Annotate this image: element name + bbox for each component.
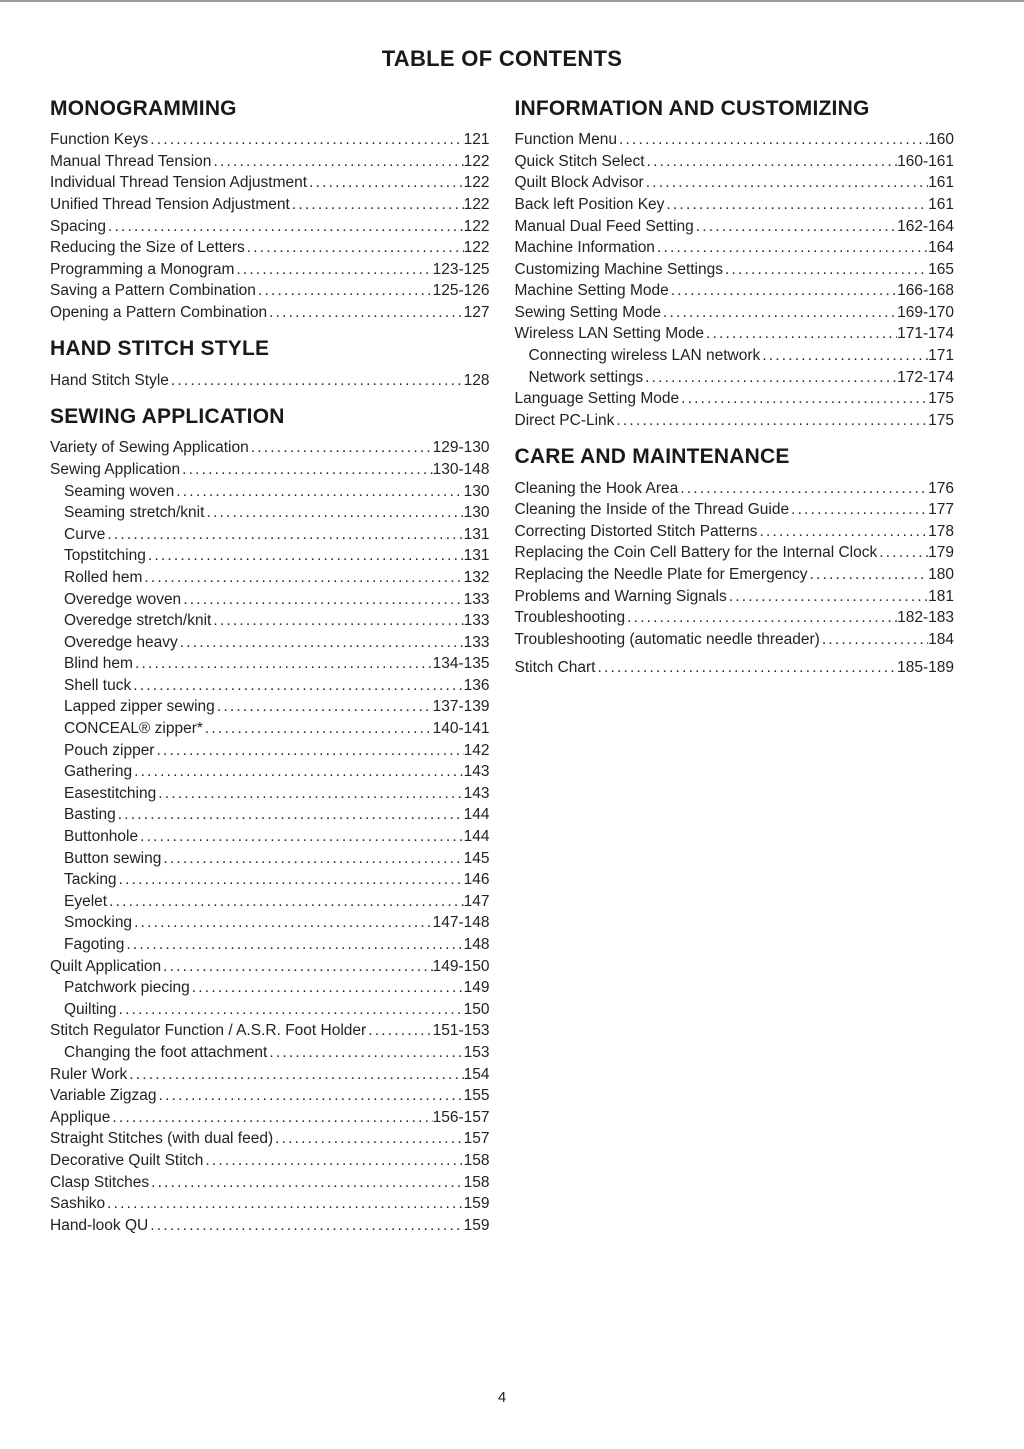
toc-entry-page: 133 xyxy=(463,590,490,608)
toc-entry-page: 157 xyxy=(463,1130,490,1148)
dot-leader xyxy=(267,1042,463,1064)
toc-entry xyxy=(515,280,955,302)
dot-leader xyxy=(644,172,928,194)
toc-entry-label: Seaming woven xyxy=(64,482,175,500)
toc-entry-page: 130 xyxy=(463,504,490,522)
toc-entry xyxy=(50,502,490,524)
toc-entry-page: 180 xyxy=(928,565,954,583)
toc-entry-label: Seaming stretch/knit xyxy=(64,504,205,522)
toc-entry xyxy=(50,1172,490,1194)
dot-leader xyxy=(307,172,464,194)
toc-entry-page: 122 xyxy=(463,239,490,257)
dot-leader xyxy=(142,567,463,589)
toc-entry-label: Function Menu xyxy=(514,131,618,149)
toc-entry-page: 177 xyxy=(928,501,954,519)
toc-entry-label: Direct PC-Link xyxy=(514,411,615,429)
toc-entry-label: Unified Thread Tension Adjustment xyxy=(50,195,290,213)
dot-leader xyxy=(105,524,463,546)
toc-entry-label: Decorative Quilt Stitch xyxy=(50,1151,204,1169)
dot-leader xyxy=(203,1150,463,1172)
dot-leader xyxy=(105,1193,463,1215)
toc-columns xyxy=(50,97,954,1236)
toc-entry-label: Saving a Pattern Combination xyxy=(50,282,256,300)
dot-leader xyxy=(614,410,928,432)
dot-leader xyxy=(169,370,464,392)
toc-entry xyxy=(50,610,490,632)
dot-leader xyxy=(820,629,928,651)
dot-leader xyxy=(190,977,464,999)
toc-entry-page: 176 xyxy=(928,479,954,497)
dot-leader xyxy=(643,367,897,389)
section-heading: CARE AND MAINTENANCE xyxy=(514,445,790,469)
toc-entry xyxy=(515,521,955,543)
toc-entry-label: Gathering xyxy=(64,763,133,781)
toc-entry-page: 158 xyxy=(463,1173,490,1191)
toc-entry xyxy=(515,657,955,679)
toc-entry xyxy=(50,237,490,259)
dot-leader xyxy=(723,259,928,281)
toc-entry-label: Variable Zigzag xyxy=(50,1087,157,1105)
dot-leader xyxy=(655,237,928,259)
toc-entry-label: Ruler Work xyxy=(50,1065,128,1083)
dot-leader xyxy=(290,194,464,216)
toc-entry-label: Replacing the Needle Plate for Emergency xyxy=(514,565,808,583)
toc-entry-label: Cleaning the Inside of the Thread Guide xyxy=(514,501,790,519)
toc-entry-label: Sewing Setting Mode xyxy=(514,303,661,321)
dot-leader xyxy=(133,653,433,675)
toc-entry-label: Quick Stitch Select xyxy=(514,152,645,170)
toc-entry xyxy=(50,848,490,870)
toc-entry-label: Topstitching xyxy=(64,547,146,565)
toc-entry xyxy=(50,1064,490,1086)
toc-column-left xyxy=(50,97,490,1236)
toc-entry xyxy=(50,545,490,567)
toc-entry-label: Replacing the Coin Cell Battery for the Internal Clock xyxy=(514,544,878,562)
toc-entry-label: Problems and Warning Signals xyxy=(514,587,727,605)
toc-entry-page: 129-130 xyxy=(432,439,490,457)
toc-entry xyxy=(515,172,955,194)
toc-entry-page: 147 xyxy=(463,892,490,910)
toc-entry xyxy=(50,567,490,589)
dot-leader xyxy=(157,1085,464,1107)
toc-entry-page: 159 xyxy=(463,1216,490,1234)
dot-leader xyxy=(148,129,463,151)
toc-entry-page: 150 xyxy=(463,1000,490,1018)
toc-entry-page: 130 xyxy=(463,482,490,500)
toc-entry-label: Programming a Monogram xyxy=(50,260,235,278)
toc-entry-page: 151-153 xyxy=(432,1022,490,1040)
toc-entry xyxy=(50,783,490,805)
toc-entry xyxy=(515,367,955,389)
toc-entry-page: 146 xyxy=(463,871,490,889)
toc-entry-label: Sewing Application xyxy=(50,460,181,478)
toc-entry xyxy=(50,437,490,459)
toc-entry-label: Easestitching xyxy=(64,784,157,802)
dot-leader xyxy=(273,1128,463,1150)
toc-entry-page: 161 xyxy=(928,174,954,192)
toc-entry-page: 147-148 xyxy=(432,914,490,932)
dot-leader xyxy=(757,521,928,543)
toc-entry-page: 149 xyxy=(463,979,490,997)
toc-entry xyxy=(50,194,490,216)
dot-leader xyxy=(124,934,463,956)
toc-entry-label: Overedge heavy xyxy=(64,633,178,651)
toc-entry-page: 165 xyxy=(928,260,954,278)
toc-entry xyxy=(50,718,490,740)
toc-entry xyxy=(515,323,955,345)
toc-entry xyxy=(50,1107,490,1129)
dot-leader xyxy=(117,999,464,1021)
toc-entry-label: Stitch Chart xyxy=(514,659,596,677)
dot-leader xyxy=(215,696,433,718)
dot-leader xyxy=(661,302,897,324)
toc-entry-label: Blind hem xyxy=(64,655,133,673)
toc-entry-page: 134-135 xyxy=(432,655,490,673)
dot-leader xyxy=(595,657,897,679)
dot-leader xyxy=(132,912,433,934)
toc-entry-page: 145 xyxy=(463,849,490,867)
toc-entry xyxy=(50,869,490,891)
dot-leader xyxy=(138,826,464,848)
toc-entry xyxy=(50,1085,490,1107)
dot-leader xyxy=(146,545,464,567)
toc-entry-page: 181 xyxy=(928,587,954,605)
toc-entry-label: Spacing xyxy=(50,217,107,235)
dot-leader xyxy=(645,151,898,173)
toc-entry-label: Rolled hem xyxy=(64,568,143,586)
toc-entry-page: 142 xyxy=(463,741,490,759)
toc-entry-page: 158 xyxy=(463,1151,490,1169)
dot-leader xyxy=(669,280,897,302)
toc-entry-page: 127 xyxy=(463,303,490,321)
toc-entry-label: Clasp Stitches xyxy=(50,1173,150,1191)
toc-entry-label: Patchwork piecing xyxy=(64,979,190,997)
toc-entry-label: Correcting Distorted Stitch Patterns xyxy=(514,522,758,540)
toc-entry-page: 131 xyxy=(463,525,490,543)
toc-entry-page: 148 xyxy=(463,936,490,954)
dot-leader xyxy=(106,216,464,238)
dot-leader xyxy=(161,956,432,978)
toc-entry xyxy=(50,370,490,392)
toc-entry-label: Quilt Block Advisor xyxy=(514,174,644,192)
toc-entry-page: 122 xyxy=(463,195,490,213)
toc-entry-label: Overedge woven xyxy=(64,590,182,608)
dot-leader xyxy=(148,1215,463,1237)
dot-leader xyxy=(704,323,897,345)
toc-entry-label: Connecting wireless LAN network xyxy=(528,347,761,365)
toc-entry xyxy=(50,481,490,503)
toc-entry-page: 122 xyxy=(463,217,490,235)
toc-entry-page: 185-189 xyxy=(897,659,954,677)
section-heading: SEWING APPLICATION xyxy=(50,405,285,429)
toc-entry xyxy=(50,172,490,194)
toc-entry-label: Manual Dual Feed Setting xyxy=(514,217,694,235)
dot-leader xyxy=(679,388,928,410)
toc-entry-label: Network settings xyxy=(528,368,644,386)
toc-entry-page: 156-157 xyxy=(432,1108,490,1126)
toc-entry-page: 160 xyxy=(928,131,954,149)
toc-entry-page: 121 xyxy=(463,131,490,149)
toc-entry xyxy=(50,891,490,913)
toc-entry-label: Pouch zipper xyxy=(64,741,155,759)
toc-entry xyxy=(50,1042,490,1064)
toc-entry-page: 154 xyxy=(463,1065,490,1083)
toc-entry-label: Button sewing xyxy=(64,849,162,867)
toc-entry xyxy=(50,280,490,302)
toc-entry-label: Troubleshooting (automatic needle threader) xyxy=(514,630,820,648)
toc-entry-page: 125-126 xyxy=(432,282,490,300)
toc-entry-label: Opening a Pattern Combination xyxy=(50,303,268,321)
toc-entry-label: Hand Stitch Style xyxy=(50,371,169,389)
dot-leader xyxy=(249,437,433,459)
toc-entry-page: 122 xyxy=(463,152,490,170)
toc-entry-page: 143 xyxy=(463,784,490,802)
toc-entry-page: 123-125 xyxy=(432,260,490,278)
dot-leader xyxy=(131,675,463,697)
toc-entry-page: 179 xyxy=(928,544,954,562)
toc-entry xyxy=(50,934,490,956)
toc-entry xyxy=(50,761,490,783)
dot-leader xyxy=(807,564,928,586)
toc-entry-label: Tacking xyxy=(64,871,117,889)
dot-leader xyxy=(211,151,463,173)
toc-entry-label: Cleaning the Hook Area xyxy=(514,479,679,497)
dot-leader xyxy=(203,718,433,740)
dot-leader xyxy=(211,610,463,632)
toc-entry xyxy=(515,629,955,651)
dot-leader xyxy=(877,542,928,564)
toc-entry-page: 132 xyxy=(463,568,490,586)
toc-entry-label: Manual Thread Tension xyxy=(50,152,212,170)
toc-entry-page: 164 xyxy=(928,239,954,257)
toc-entry-label: Individual Thread Tension Adjustment xyxy=(50,174,308,192)
toc-entry-page: 175 xyxy=(928,390,954,408)
dot-leader xyxy=(625,607,897,629)
toc-entry-page: 169-170 xyxy=(897,303,954,321)
toc-entry-label: Wireless LAN Setting Mode xyxy=(514,325,705,343)
toc-entry-page: 144 xyxy=(463,828,490,846)
toc-entry-label: Variety of Sewing Application xyxy=(50,439,249,457)
dot-leader xyxy=(366,1020,432,1042)
toc-entry-label: Sashiko xyxy=(50,1195,106,1213)
toc-entry-label: Lapped zipper sewing xyxy=(64,698,215,716)
toc-entry-page: 175 xyxy=(928,411,954,429)
toc-entry-page: 153 xyxy=(463,1043,490,1061)
dot-leader xyxy=(178,632,464,654)
toc-column-right xyxy=(515,97,955,679)
dot-leader xyxy=(116,804,464,826)
toc-entry xyxy=(515,216,955,238)
toc-entry-label: Basting xyxy=(64,806,116,824)
dot-leader xyxy=(154,740,463,762)
toc-entry xyxy=(515,194,955,216)
toc-entry-label: Overedge stretch/knit xyxy=(64,612,212,630)
dot-leader xyxy=(110,1107,432,1129)
dot-leader xyxy=(117,869,464,891)
toc-entry-page: 182-183 xyxy=(897,609,954,627)
toc-entry xyxy=(50,151,490,173)
toc-entry-page: 178 xyxy=(928,522,954,540)
page-number: 4 xyxy=(497,1389,507,1406)
toc-entry xyxy=(515,410,955,432)
toc-entry-label: Language Setting Mode xyxy=(514,390,680,408)
toc-entry-label: Changing the foot attachment xyxy=(64,1043,268,1061)
dot-leader xyxy=(245,237,464,259)
toc-entry xyxy=(50,632,490,654)
toc-entry xyxy=(50,1193,490,1215)
toc-entry-page: 136 xyxy=(463,676,490,694)
dot-leader xyxy=(156,783,463,805)
toc-entry-page: 133 xyxy=(463,612,490,630)
dot-leader xyxy=(789,499,928,521)
toc-entry xyxy=(50,804,490,826)
dot-leader xyxy=(127,1064,463,1086)
dot-leader xyxy=(180,459,432,481)
dot-leader xyxy=(678,478,928,500)
toc-entry-label: Stitch Regulator Function / A.S.R. Foot Holder xyxy=(50,1022,367,1040)
dot-leader xyxy=(267,302,463,324)
toc-entry-label: Fagoting xyxy=(64,936,125,954)
toc-entry-label: Shell tuck xyxy=(64,676,132,694)
toc-entry-page: 172-174 xyxy=(897,368,954,386)
toc-entry-label: CONCEAL® zipper* xyxy=(64,720,203,738)
section-heading: HAND STITCH STYLE xyxy=(50,337,270,361)
toc-entry xyxy=(50,1128,490,1150)
toc-entry xyxy=(50,826,490,848)
toc-entry xyxy=(515,129,955,151)
toc-entry xyxy=(515,237,955,259)
toc-entry-label: Customizing Machine Settings xyxy=(514,260,723,278)
dot-leader xyxy=(664,194,928,216)
toc-entry xyxy=(515,259,955,281)
toc-entry xyxy=(50,129,490,151)
toc-entry-label: Function Keys xyxy=(50,131,149,149)
dot-leader xyxy=(204,502,463,524)
dot-leader xyxy=(617,129,928,151)
toc-entry-label: Smocking xyxy=(64,914,133,932)
toc-entry-page: 128 xyxy=(463,371,490,389)
toc-entry xyxy=(50,259,490,281)
toc-entry-label: Reducing the Size of Letters xyxy=(50,239,245,257)
toc-entry-page: 133 xyxy=(463,633,490,651)
toc-entry-label: Quilt Application xyxy=(50,957,162,975)
toc-entry-page: 171 xyxy=(928,347,954,365)
toc-entry xyxy=(515,499,955,521)
dot-leader xyxy=(760,345,928,367)
toc-entry-label: Machine Setting Mode xyxy=(514,282,669,300)
toc-entry-page: 166-168 xyxy=(897,282,954,300)
toc-entry xyxy=(50,1150,490,1172)
dot-leader xyxy=(256,280,433,302)
section-heading: MONOGRAMMING xyxy=(50,97,237,120)
toc-entry xyxy=(50,1020,490,1042)
toc-entry xyxy=(50,977,490,999)
toc-entry-page: 161 xyxy=(928,195,954,213)
toc-entry xyxy=(50,696,490,718)
dot-leader xyxy=(107,891,464,913)
toc-entry-label: Back left Position Key xyxy=(514,195,665,213)
toc-entry-page: 130-148 xyxy=(432,460,490,478)
toc-entry xyxy=(515,478,955,500)
toc-entry xyxy=(50,675,490,697)
toc-entry-page: 144 xyxy=(463,806,490,824)
dot-leader xyxy=(132,761,464,783)
toc-entry xyxy=(50,589,490,611)
toc-entry-label: Applique xyxy=(50,1108,111,1126)
toc-entry-page: 149-150 xyxy=(432,957,490,975)
toc-entry-page: 160-161 xyxy=(897,152,954,170)
toc-entry xyxy=(50,459,490,481)
dot-leader xyxy=(161,848,463,870)
toc-entry xyxy=(515,151,955,173)
section-heading: INFORMATION AND CUSTOMIZING xyxy=(514,97,870,120)
dot-leader xyxy=(149,1172,464,1194)
dot-leader xyxy=(727,586,928,608)
toc-entry xyxy=(50,912,490,934)
toc-entry xyxy=(515,388,955,410)
toc-entry-page: 143 xyxy=(463,763,490,781)
toc-entry-label: Troubleshooting xyxy=(514,609,626,627)
toc-entry xyxy=(515,586,955,608)
toc-entry xyxy=(50,956,490,978)
dot-leader xyxy=(694,216,897,238)
toc-entry xyxy=(50,302,490,324)
toc-entry xyxy=(515,542,955,564)
page-title: TABLE OF CONTENTS xyxy=(381,46,623,71)
toc-entry-page: 140-141 xyxy=(432,720,490,738)
toc-entry-label: Buttonhole xyxy=(64,828,139,846)
toc-entry-page: 155 xyxy=(463,1087,490,1105)
toc-entry-page: 131 xyxy=(463,547,490,565)
dot-leader xyxy=(234,259,432,281)
toc-entry-label: Curve xyxy=(64,525,106,543)
toc-entry-page: 159 xyxy=(463,1195,490,1213)
toc-entry-page: 137-139 xyxy=(432,698,490,716)
toc-entry xyxy=(50,740,490,762)
toc-entry-page: 122 xyxy=(463,174,490,192)
toc-entry-label: Eyelet xyxy=(64,892,108,910)
toc-entry-label: Straight Stitches (with dual feed) xyxy=(50,1130,274,1148)
dot-leader xyxy=(174,481,463,503)
toc-entry xyxy=(515,302,955,324)
toc-entry-label: Machine Information xyxy=(514,239,655,257)
toc-entry xyxy=(515,345,955,367)
toc-entry-page: 162-164 xyxy=(897,217,954,235)
toc-entry-page: 184 xyxy=(928,630,954,648)
dot-leader xyxy=(181,589,463,611)
toc-entry xyxy=(50,1215,490,1237)
toc-entry xyxy=(50,524,490,546)
toc-entry-label: Quilting xyxy=(64,1000,117,1018)
toc-entry xyxy=(50,999,490,1021)
toc-entry xyxy=(515,564,955,586)
toc-entry xyxy=(515,607,955,629)
toc-entry xyxy=(50,653,490,675)
toc-entry-label: Hand-look QU xyxy=(50,1216,149,1234)
toc-entry xyxy=(50,216,490,238)
toc-entry-page: 171-174 xyxy=(897,325,954,343)
